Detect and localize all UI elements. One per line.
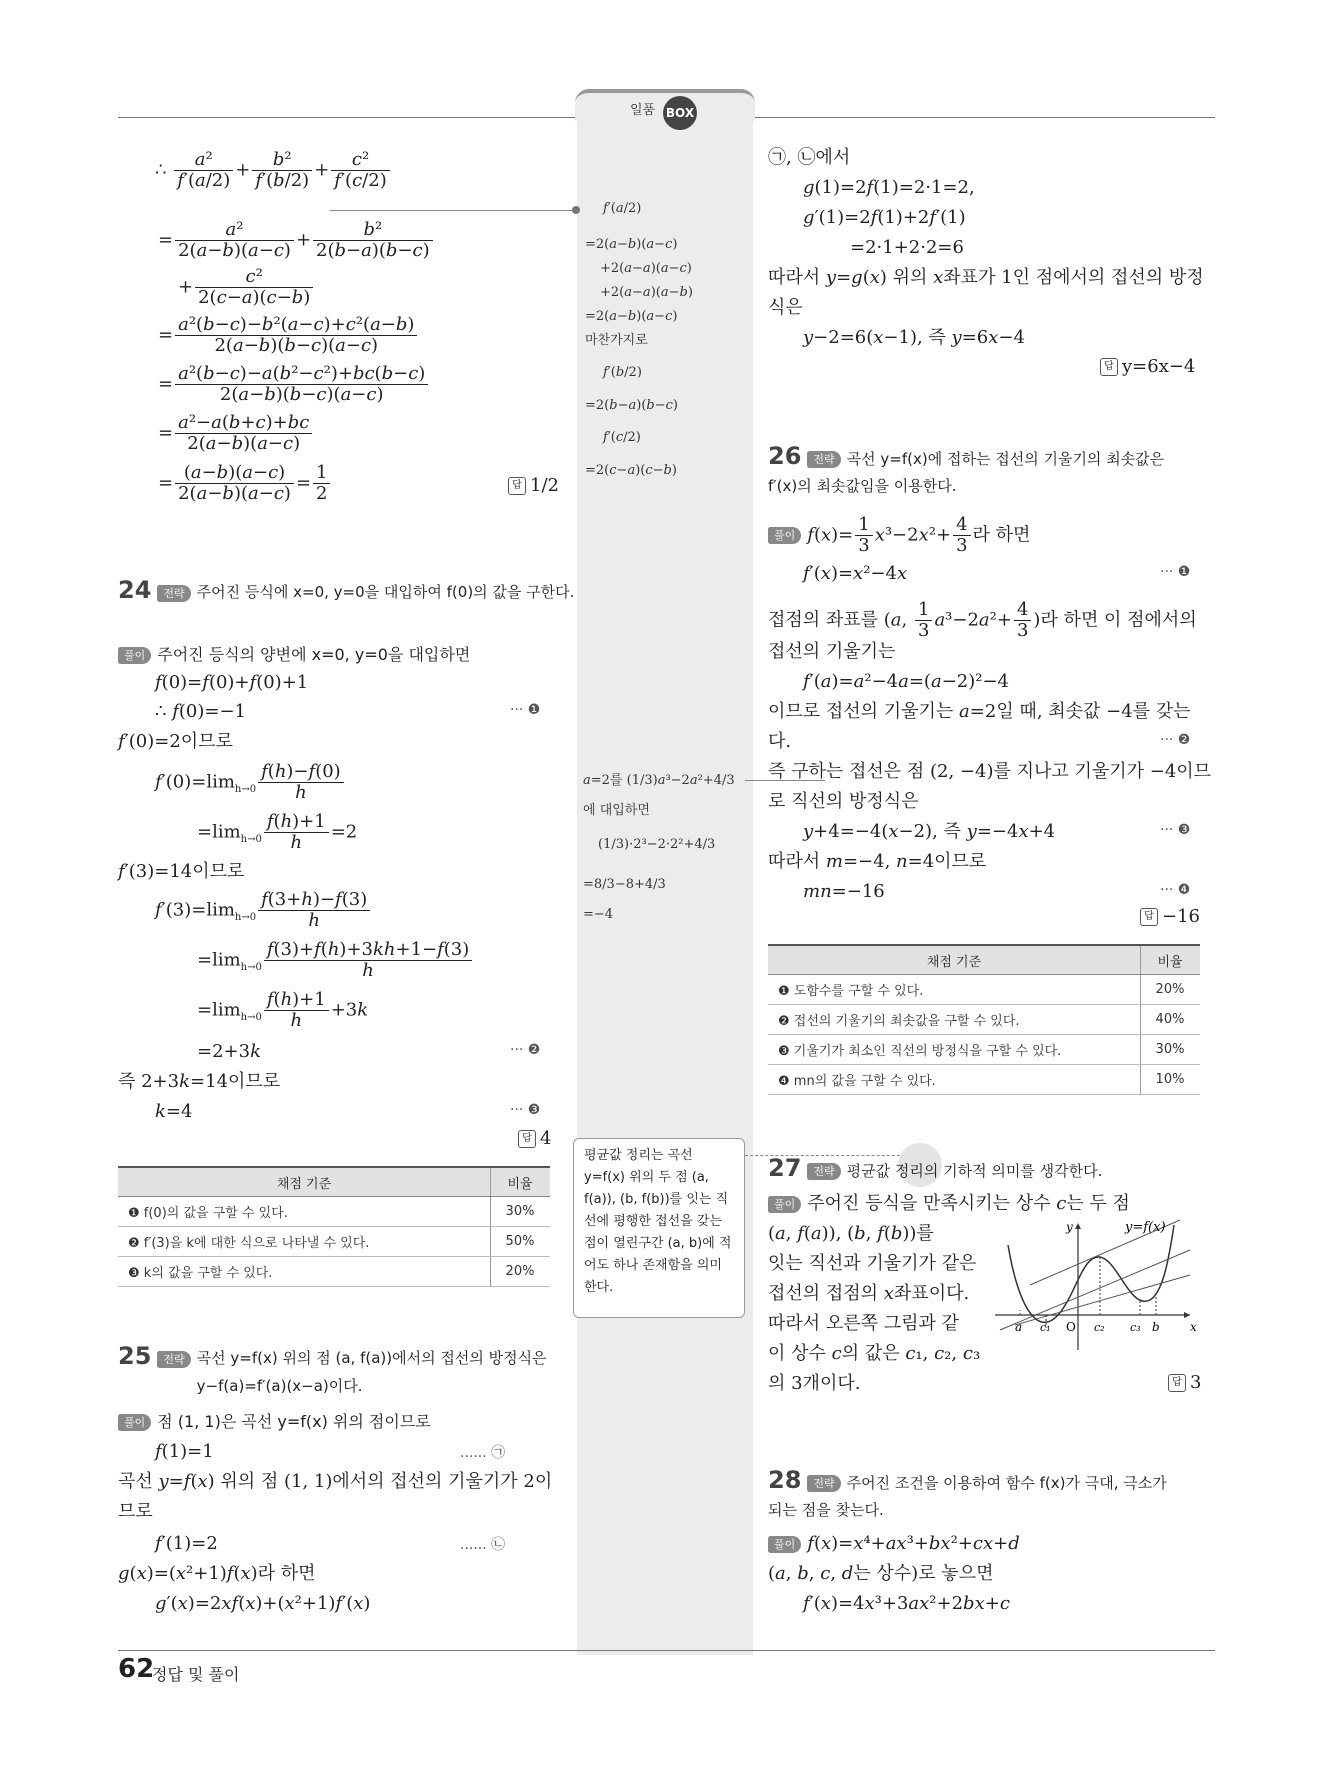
table-header-criteria: 채점 기준 (768, 945, 1141, 975)
solution-tag: 풀이 (768, 1196, 801, 1213)
footer-rule (118, 1650, 1215, 1651)
strategy-tag: 전략 (807, 1475, 840, 1492)
table-row: ❶ 도함수를 구할 수 있다. 20% (768, 975, 1200, 1005)
solution-tag: 풀이 (118, 647, 151, 664)
q27-graph (990, 1215, 1205, 1355)
box-label: 일품 (630, 103, 656, 118)
box-substitute: 에 대입하면 (583, 803, 650, 818)
page-number: 62 (118, 1654, 155, 1684)
strategy-tag: 전략 (807, 451, 840, 468)
q25-solution-intro: 풀이 점 (1, 1)은 곡선 y=f(x) 위의 점이므로 (118, 1410, 431, 1434)
footer-title: 정답 및 풀이 (152, 1665, 240, 1684)
svg-text:b: b (1152, 1320, 1160, 1334)
table-header-ratio: 비율 (1141, 945, 1201, 975)
box-column (577, 95, 753, 1655)
q25-number: 25 (118, 1342, 152, 1370)
strategy-tag: 전략 (157, 585, 190, 602)
q24-number: 24 (118, 576, 152, 604)
box-samewise: 마찬가지로 (585, 333, 648, 348)
q25-strategy-text: 곡선 y=f(x) 위의 점 (a, f(a))에서의 접선의 방정식은 y−f(a)=f′(a)(x−a)이다. (196, 1349, 547, 1395)
svg-text:y: y (1066, 1220, 1073, 1234)
table-row: ❸ 기울기가 최소인 직선의 방정식을 구할 수 있다. 30% (768, 1035, 1200, 1065)
solution-tag: 풀이 (768, 1536, 801, 1553)
solution-tag: 풀이 (768, 527, 801, 544)
table-header-criteria: 채점 기준 (118, 1167, 491, 1197)
header-rule-right (752, 117, 1215, 118)
table-row: ❹ mn의 값을 구할 수 있다. 10% (768, 1065, 1200, 1095)
q28-strategy: 28 전략 주어진 조건을 이용하여 함수 f(x)가 극대, 극소가 (768, 1466, 1167, 1494)
q28-number: 28 (768, 1466, 802, 1494)
q24-answer: 답 4 (518, 1128, 551, 1149)
svg-text:O: O (1066, 1320, 1076, 1334)
q24-score-table (118, 1166, 550, 1287)
mean-value-note: 평균값 정리는 곡선 y=f(x) 위의 두 점 (a, f(a)), (b, f(b))를 잇는 직선에 평행한 접선을 갖는 점이 열린구간 (a, b)에 적어도 하나 존재함을 의미한다. (573, 1138, 745, 1318)
q24-strategy (118, 578, 587, 606)
answer-icon: 답 (1100, 358, 1118, 376)
q27-number: 27 (768, 1154, 802, 1182)
q24-strategy-text: 주어진 등식에 x=0, y=0을 대입하여 f(0)의 값을 구한다. (196, 583, 575, 601)
answer-icon: 답 (518, 1130, 536, 1148)
q25-strategy (118, 1344, 587, 1400)
svg-text:a: a (1015, 1320, 1023, 1334)
q26-strategy: 26 전략 곡선 y=f(x)에 접하는 접선의 기울기의 최솟값은 (768, 442, 1165, 470)
table-row: ❷ 접선의 기울기의 최솟값을 구할 수 있다. 40% (768, 1005, 1200, 1035)
q27-answer: 답 3 (1168, 1372, 1201, 1393)
q26-strategy-line2: f′(x)의 최솟값임을 이용한다. (768, 477, 957, 495)
connector-line (330, 210, 575, 211)
table-row: ❷ f′(3)을 k에 대한 식으로 나타낼 수 있다. 50% (118, 1227, 550, 1257)
solution-tag: 풀이 (118, 1414, 151, 1431)
strategy-tag: 전략 (157, 1351, 190, 1368)
table-row: ❶ f(0)의 값을 구할 수 있다. 30% (118, 1197, 550, 1227)
q25-answer: 답 y=6x−4 (1100, 356, 1195, 377)
q27-strategy: 27 전략 평균값 정리의 기하적 의미를 생각한다. (768, 1154, 1103, 1182)
table-header-ratio: 비율 (491, 1167, 551, 1197)
svg-text:c₁: c₁ (1040, 1321, 1051, 1334)
q26-answer: 답 −16 (1140, 906, 1200, 927)
q26-number: 26 (768, 442, 802, 470)
answer-icon: 답 (1140, 908, 1158, 926)
svg-text:c₂: c₂ (1094, 1321, 1105, 1334)
svg-text:x: x (1190, 1320, 1197, 1334)
q23-answer: 답 1/2 (508, 475, 559, 496)
strategy-tag: 전략 (807, 1163, 840, 1180)
q26-score-table (768, 944, 1200, 1095)
svg-text:c₃: c₃ (1130, 1321, 1141, 1334)
table-row: ❸ k의 값을 구할 수 있다. 20% (118, 1257, 550, 1287)
q24-solution-intro: 풀이 주어진 등식의 양변에 x=0, y=0을 대입하면 (118, 643, 470, 667)
graph-curve-label: y=f(x) (1125, 1220, 1166, 1235)
answer-icon: 답 (1168, 1374, 1186, 1392)
answer-icon: 답 (508, 477, 526, 495)
header-rule-left (118, 117, 578, 118)
box-badge: BOX (663, 96, 697, 130)
box-dot (572, 206, 580, 214)
q28-strategy-line2: 되는 점을 찾는다. (768, 1501, 884, 1519)
